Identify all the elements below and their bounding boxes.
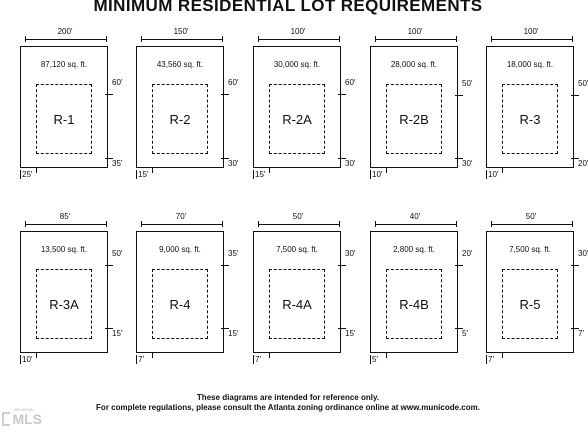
- zone-label: R-3A: [49, 296, 79, 312]
- width-dimension-line: [25, 221, 107, 227]
- lot-diagram: [250, 212, 356, 378]
- side-setback-marker: [269, 168, 270, 173]
- buildable-area: [36, 269, 92, 339]
- rear-setback: 20′: [578, 159, 588, 168]
- side-setback-marker: [386, 353, 387, 358]
- rear-setback: 30′: [462, 159, 473, 168]
- front-setback-marker: [338, 265, 346, 266]
- front-setback: 30′: [578, 249, 588, 258]
- side-setback: 7′: [255, 355, 261, 364]
- rear-setback: 15′: [345, 329, 356, 338]
- lot-width: 100′: [290, 27, 306, 36]
- zone-label: R-2: [169, 111, 191, 127]
- side-setback-marker: [152, 168, 153, 173]
- side-setback-marker: [36, 353, 37, 358]
- side-setback: 7′: [488, 355, 494, 364]
- zone-label: R-5: [519, 296, 541, 312]
- width-dimension-line: [491, 36, 573, 42]
- lot-width: 100′: [407, 27, 423, 36]
- front-setback: 60′: [112, 78, 123, 87]
- zone-label: R-4: [169, 296, 191, 312]
- side-setback: 10′: [372, 170, 383, 179]
- width-dimension-line: [141, 221, 223, 227]
- side-setback-marker: [386, 168, 387, 173]
- watermark-logo-icon: [2, 412, 10, 426]
- lot-area: 9,000 sq. ft.: [159, 245, 201, 254]
- lot-diagram: [483, 212, 588, 378]
- rear-setback: 7′: [578, 329, 584, 338]
- lot-area: 7,500 sq. ft.: [509, 245, 551, 254]
- lot-width: 85′: [59, 212, 71, 221]
- width-dimension-line: [141, 36, 223, 42]
- width-dimension-line: [375, 36, 457, 42]
- side-setback-marker: [269, 353, 270, 358]
- front-setback: 50′: [112, 249, 123, 258]
- front-setback: 60′: [345, 78, 356, 87]
- side-setback: 5′: [372, 355, 378, 364]
- lot-width: 40′: [409, 212, 421, 221]
- side-setback-marker: [36, 168, 37, 173]
- lot-area: 30,000 sq. ft.: [273, 60, 321, 69]
- front-setback-marker: [221, 265, 229, 266]
- buildable-area: [269, 269, 325, 339]
- footer-note: [0, 393, 576, 413]
- front-setback-marker: [105, 265, 113, 266]
- lot-area: 87,120 sq. ft.: [40, 60, 88, 69]
- zone-label: R-4B: [399, 296, 429, 312]
- lot-diagram: [17, 212, 123, 378]
- rear-setback: 30′: [228, 159, 239, 168]
- rear-setback: 15′: [228, 329, 239, 338]
- front-setback: 50′: [578, 79, 588, 88]
- lot-area: 2,800 sq. ft.: [393, 245, 435, 254]
- watermark-brand: MLS: [12, 411, 42, 427]
- lot-diagram: [17, 27, 123, 193]
- front-setback-marker: [455, 265, 463, 266]
- front-setback-marker: [571, 265, 579, 266]
- lot-width: 100′: [523, 27, 539, 36]
- lot-area: 18,000 sq. ft.: [506, 60, 554, 69]
- side-setback: 10′: [488, 170, 499, 179]
- front-setback: 20′: [462, 249, 473, 258]
- buildable-area: [386, 269, 442, 339]
- rear-setback: 35′: [112, 159, 123, 168]
- zone-label: R-4A: [282, 296, 312, 312]
- front-setback-marker: [338, 94, 346, 95]
- buildable-area: [152, 84, 208, 154]
- buildable-area: [502, 84, 558, 154]
- page-title: MINIMUM RESIDENTIAL LOT REQUIREMENTS: [93, 0, 483, 15]
- front-setback-marker: [221, 94, 229, 95]
- lot-area: 7,500 sq. ft.: [276, 245, 318, 254]
- lot-diagram: [250, 27, 356, 193]
- side-setback: 25′: [22, 170, 33, 179]
- mls-watermark: [2, 408, 42, 430]
- width-dimension-line: [25, 36, 107, 42]
- buildable-area: [502, 269, 558, 339]
- lot-area: 43,560 sq. ft.: [156, 60, 204, 69]
- footer-line-1: These diagrams are intended for reference only.: [196, 393, 380, 402]
- front-setback: 60′: [228, 78, 239, 87]
- width-dimension-line: [491, 221, 573, 227]
- lot-width: 70′: [175, 212, 187, 221]
- buildable-area: [152, 269, 208, 339]
- lot-width: 150′: [173, 27, 189, 36]
- front-setback-marker: [571, 95, 579, 96]
- buildable-area: [269, 84, 325, 154]
- zone-label: R-2A: [282, 111, 312, 127]
- front-setback-marker: [105, 94, 113, 95]
- lot-diagram: [483, 27, 588, 193]
- buildable-area: [386, 84, 442, 154]
- zone-label: R-3: [519, 111, 541, 127]
- zone-label: R-2B: [399, 111, 429, 127]
- lot-diagram: [133, 212, 239, 378]
- side-setback: 10′: [22, 355, 33, 364]
- front-setback: 50′: [462, 79, 473, 88]
- rear-setback: 30′: [345, 159, 356, 168]
- front-setback: 35′: [228, 249, 239, 258]
- side-setback-marker: [502, 168, 503, 173]
- side-setback: 7′: [138, 355, 144, 364]
- lot-diagram: [367, 212, 473, 378]
- lot-area: 13,500 sq. ft.: [40, 245, 88, 254]
- width-dimension-line: [375, 221, 457, 227]
- lot-diagram: [133, 27, 239, 193]
- lot-diagram: [367, 27, 473, 193]
- lot-width: 50′: [525, 212, 537, 221]
- side-setback: 15′: [138, 170, 149, 179]
- lot-width: 50′: [292, 212, 304, 221]
- front-setback: 30′: [345, 249, 356, 258]
- front-setback-marker: [455, 95, 463, 96]
- lot-width: 200′: [57, 27, 73, 36]
- rear-setback: 15′: [112, 329, 123, 338]
- zone-label: R-1: [53, 111, 75, 127]
- side-setback-marker: [502, 353, 503, 358]
- lot-area: 28,000 sq. ft.: [390, 60, 438, 69]
- side-setback: 15′: [255, 170, 266, 179]
- width-dimension-line: [258, 221, 340, 227]
- width-dimension-line: [258, 36, 340, 42]
- side-setback-marker: [152, 353, 153, 358]
- buildable-area: [36, 84, 92, 154]
- footer-line-2: For complete regulations, please consult the Atlanta zoning ordinance online at www.municode.com.: [96, 403, 480, 412]
- rear-setback: 5′: [462, 329, 468, 338]
- watermark-tag: GEORGIA: [14, 407, 33, 412]
